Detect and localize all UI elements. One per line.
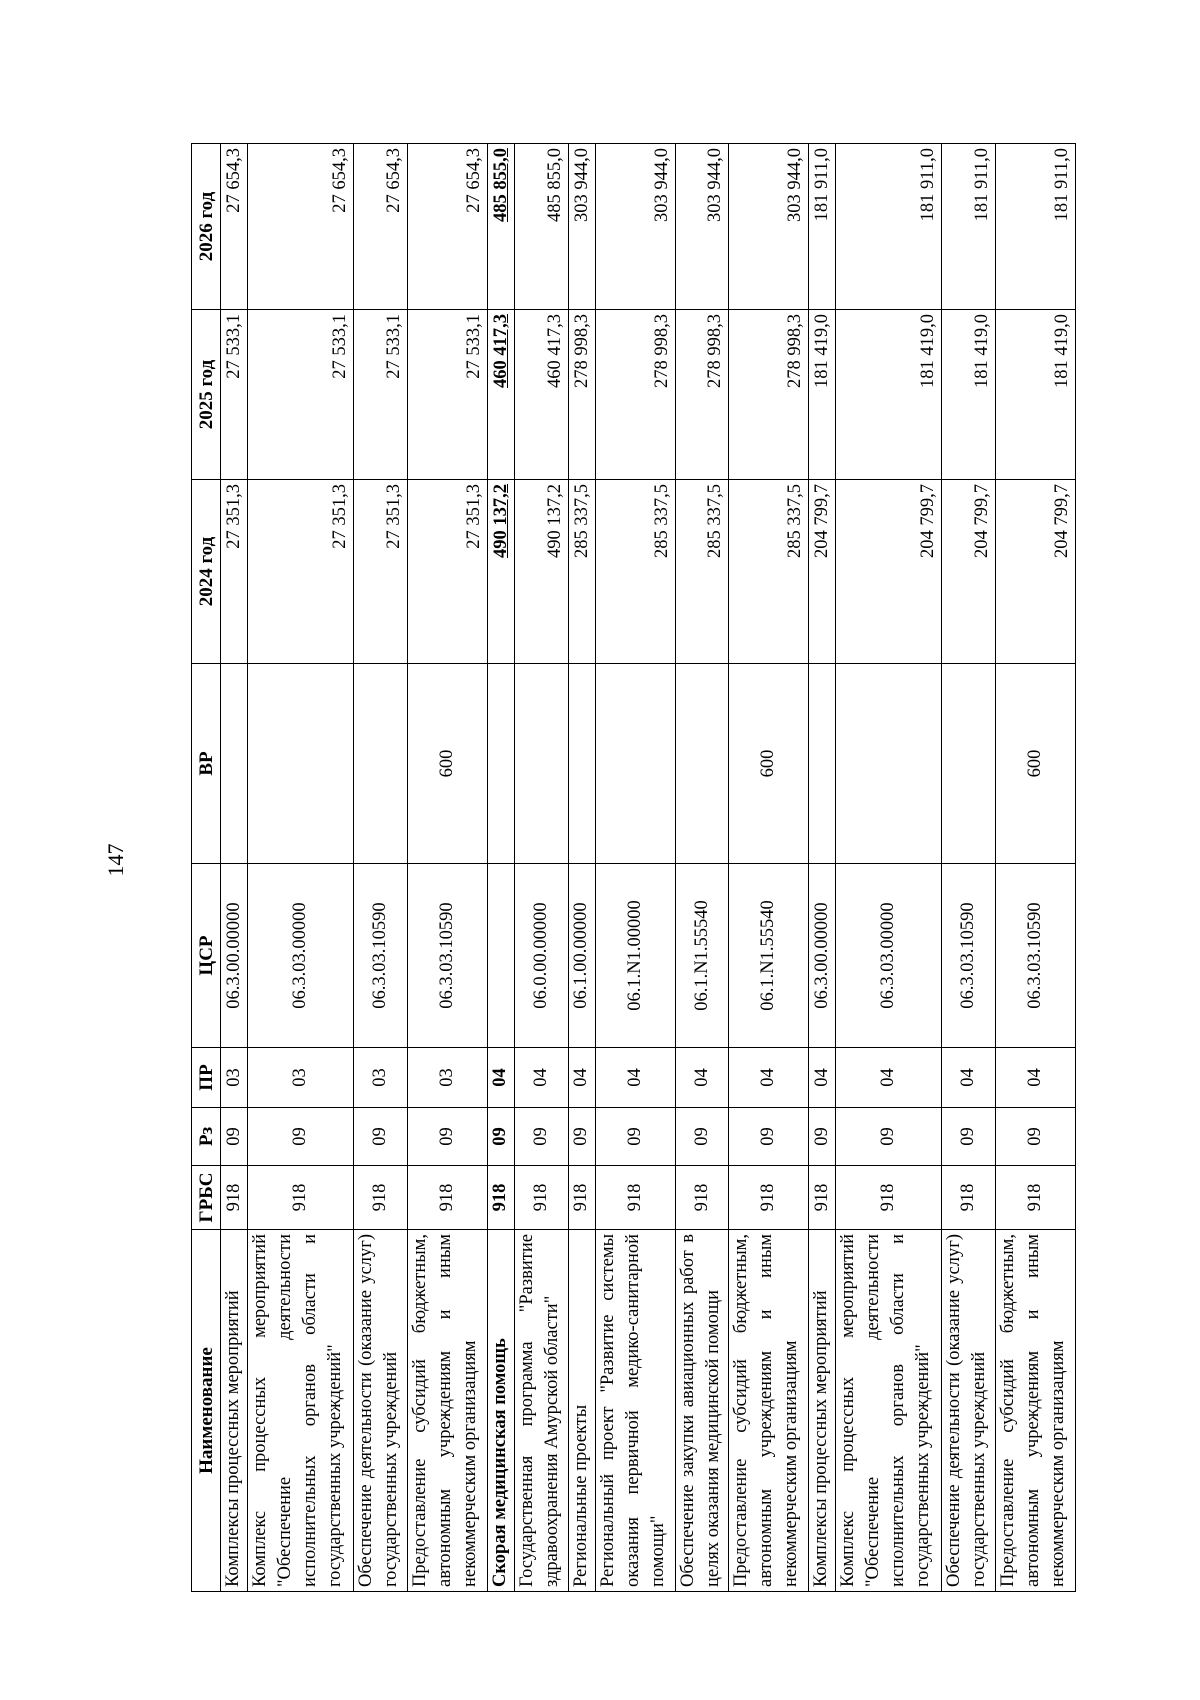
cell-rz: 09 [942,1108,996,1166]
cell-pr: 04 [568,1048,595,1108]
cell-name: Скорая медицинская помощь [487,1230,514,1592]
table-row [809,144,836,1592]
table-row [221,144,248,1592]
cell-2024: 204 799,7 [996,480,1076,664]
cell-csr: 06.3.00.00000 [809,864,836,1048]
cell-2024: 204 799,7 [942,480,996,664]
cell-2025: 181 419,0 [836,310,942,480]
cell-name: Предоставление субсидий бюджетным, автономным учреждениям и иным некоммерческим организациям [407,1230,487,1592]
cell-name: Комплексы процессных мероприятий [221,1230,248,1592]
cell-2026: 303 944,0 [675,144,729,310]
cell-rz: 09 [354,1108,408,1166]
cell-name: Государственная программа "Развитие здравоохранения Амурской области" [515,1230,569,1592]
cell-pr: 04 [729,1048,809,1108]
col-header-2025: 2025 год [192,310,221,480]
cell-2025: 181 419,0 [809,310,836,480]
cell-vr: 600 [407,664,487,864]
cell-rz: 09 [996,1108,1076,1166]
cell-grbs: 918 [595,1166,675,1230]
cell-pr: 03 [221,1048,248,1108]
cell-name: Обеспечение деятельности (оказание услуг) государственных учреждений [354,1230,408,1592]
cell-csr: 06.3.03.00000 [836,864,942,1048]
cell-rz: 09 [515,1108,569,1166]
cell-vr [942,664,996,864]
cell-pr: 04 [595,1048,675,1108]
cell-grbs: 918 [515,1166,569,1230]
cell-rz: 09 [729,1108,809,1166]
cell-2024: 285 337,5 [675,480,729,664]
cell-csr: 06.1.N1.55540 [729,864,809,1048]
table-row [942,144,996,1592]
cell-2026: 181 911,0 [942,144,996,310]
cell-vr: 600 [729,664,809,864]
cell-vr [568,664,595,864]
cell-2025: 27 533,1 [354,310,408,480]
table-row [407,144,487,1592]
budget-table [191,143,1076,1592]
cell-csr: 06.1.N1.55540 [675,864,729,1048]
col-header-vr: ВР [192,664,221,864]
cell-2024: 27 351,3 [221,480,248,664]
cell-grbs: 918 [809,1166,836,1230]
table-row [354,144,408,1592]
cell-vr [836,664,942,864]
cell-pr: 04 [942,1048,996,1108]
cell-vr [487,664,514,864]
cell-2025: 27 533,1 [248,310,354,480]
cell-name: Региональный проект "Развитие системы оказания первичной медико-санитарной помощи" [595,1230,675,1592]
cell-2026: 27 654,3 [248,144,354,310]
table-row [675,144,729,1592]
cell-grbs: 918 [354,1166,408,1230]
cell-vr [354,664,408,864]
cell-csr: 06.1.00.00000 [568,864,595,1048]
cell-csr: 06.3.03.10590 [942,864,996,1048]
cell-2025: 278 998,3 [568,310,595,480]
cell-rz: 09 [487,1108,514,1166]
cell-pr: 04 [996,1048,1076,1108]
cell-pr: 03 [248,1048,354,1108]
cell-2026: 485 855,0 [515,144,569,310]
cell-2024: 490 137,2 [515,480,569,664]
col-header-2026: 2026 год [192,144,221,310]
cell-grbs: 918 [729,1166,809,1230]
cell-2025: 278 998,3 [729,310,809,480]
cell-grbs: 918 [248,1166,354,1230]
cell-name: Обеспечение закупки авиационных работ в целях оказания медицинской помощи [675,1230,729,1592]
cell-name: Региональные проекты [568,1230,595,1592]
cell-2025: 181 419,0 [942,310,996,480]
cell-name: Предоставление субсидий бюджетным, автономным учреждениям и иным некоммерческим организациям [996,1230,1076,1592]
col-header-csr: ЦСР [192,864,221,1048]
cell-2025: 460 417,3 [487,310,514,480]
cell-vr [221,664,248,864]
table-row [996,144,1076,1592]
cell-vr [809,664,836,864]
cell-csr: 06.1.N1.00000 [595,864,675,1048]
cell-vr [595,664,675,864]
cell-csr: 06.0.00.00000 [515,864,569,1048]
cell-2026: 303 944,0 [595,144,675,310]
cell-2026: 27 654,3 [221,144,248,310]
table-row [515,144,569,1592]
cell-2024: 204 799,7 [836,480,942,664]
cell-rz: 09 [221,1108,248,1166]
cell-pr: 03 [407,1048,487,1108]
col-header-rz: Рз [192,1108,221,1166]
cell-2024: 285 337,5 [595,480,675,664]
cell-2024: 27 351,3 [248,480,354,664]
cell-2026: 181 911,0 [996,144,1076,310]
cell-grbs: 918 [568,1166,595,1230]
cell-2025: 181 419,0 [996,310,1076,480]
cell-2026: 27 654,3 [354,144,408,310]
cell-rz: 09 [568,1108,595,1166]
cell-2024: 490 137,2 [487,480,514,664]
cell-csr: 06.3.03.10590 [407,864,487,1048]
cell-2026: 303 944,0 [729,144,809,310]
budget-table-container [191,144,1200,1587]
cell-grbs: 918 [675,1166,729,1230]
cell-2025: 27 533,1 [407,310,487,480]
cell-grbs: 918 [942,1166,996,1230]
cell-csr: 06.3.03.10590 [996,864,1076,1048]
cell-csr: 06.3.03.00000 [248,864,354,1048]
table-row [836,144,942,1592]
cell-grbs: 918 [221,1166,248,1230]
table-row-section [487,144,514,1592]
cell-rz: 09 [836,1108,942,1166]
cell-2025: 27 533,1 [221,310,248,480]
cell-2024: 285 337,5 [729,480,809,664]
cell-vr: 600 [996,664,1076,864]
cell-rz: 09 [407,1108,487,1166]
cell-vr [248,664,354,864]
table-row [729,144,809,1592]
col-header-name: Наименование [192,1230,221,1592]
cell-2024: 285 337,5 [568,480,595,664]
page-number: 147 [103,843,128,877]
cell-2024: 204 799,7 [809,480,836,664]
cell-rz: 09 [809,1108,836,1166]
table-row [568,144,595,1592]
table-row [595,144,675,1592]
col-header-pr: ПР [192,1048,221,1108]
cell-2024: 27 351,3 [354,480,408,664]
cell-name: Предоставление субсидий бюджетным, автономным учреждениям и иным некоммерческим организациям [729,1230,809,1592]
cell-vr [675,664,729,864]
cell-2025: 278 998,3 [595,310,675,480]
cell-2026: 181 911,0 [809,144,836,310]
cell-pr: 03 [354,1048,408,1108]
cell-pr: 04 [675,1048,729,1108]
cell-csr: 06.3.00.00000 [221,864,248,1048]
cell-2025: 460 417,3 [515,310,569,480]
cell-name: Обеспечение деятельности (оказание услуг) государственных учреждений [942,1230,996,1592]
cell-2024: 27 351,3 [407,480,487,664]
cell-rz: 09 [248,1108,354,1166]
cell-2026: 485 855,0 [487,144,514,310]
cell-vr [515,664,569,864]
col-header-grbs: ГРБС [192,1166,221,1230]
cell-rz: 09 [675,1108,729,1166]
table-header-row [192,144,221,1592]
cell-csr: 06.3.03.10590 [354,864,408,1048]
cell-csr [487,864,514,1048]
cell-name: Комплекс процессных мероприятий "Обеспечение деятельности исполнительных органов области и государственных учреждений" [836,1230,942,1592]
cell-grbs: 918 [407,1166,487,1230]
cell-pr: 04 [487,1048,514,1108]
cell-grbs: 918 [996,1166,1076,1230]
cell-grbs: 918 [836,1166,942,1230]
table-row [248,144,354,1592]
cell-pr: 04 [809,1048,836,1108]
cell-name: Комплекс процессных мероприятий "Обеспечение деятельности исполнительных органов области и государственных учреждений" [248,1230,354,1592]
cell-name: Комплексы процессных мероприятий [809,1230,836,1592]
cell-pr: 04 [836,1048,942,1108]
cell-2026: 181 911,0 [836,144,942,310]
cell-2025: 278 998,3 [675,310,729,480]
cell-grbs: 918 [487,1166,514,1230]
col-header-2024: 2024 год [192,480,221,664]
cell-pr: 04 [515,1048,569,1108]
cell-2026: 27 654,3 [407,144,487,310]
cell-2026: 303 944,0 [568,144,595,310]
cell-rz: 09 [595,1108,675,1166]
